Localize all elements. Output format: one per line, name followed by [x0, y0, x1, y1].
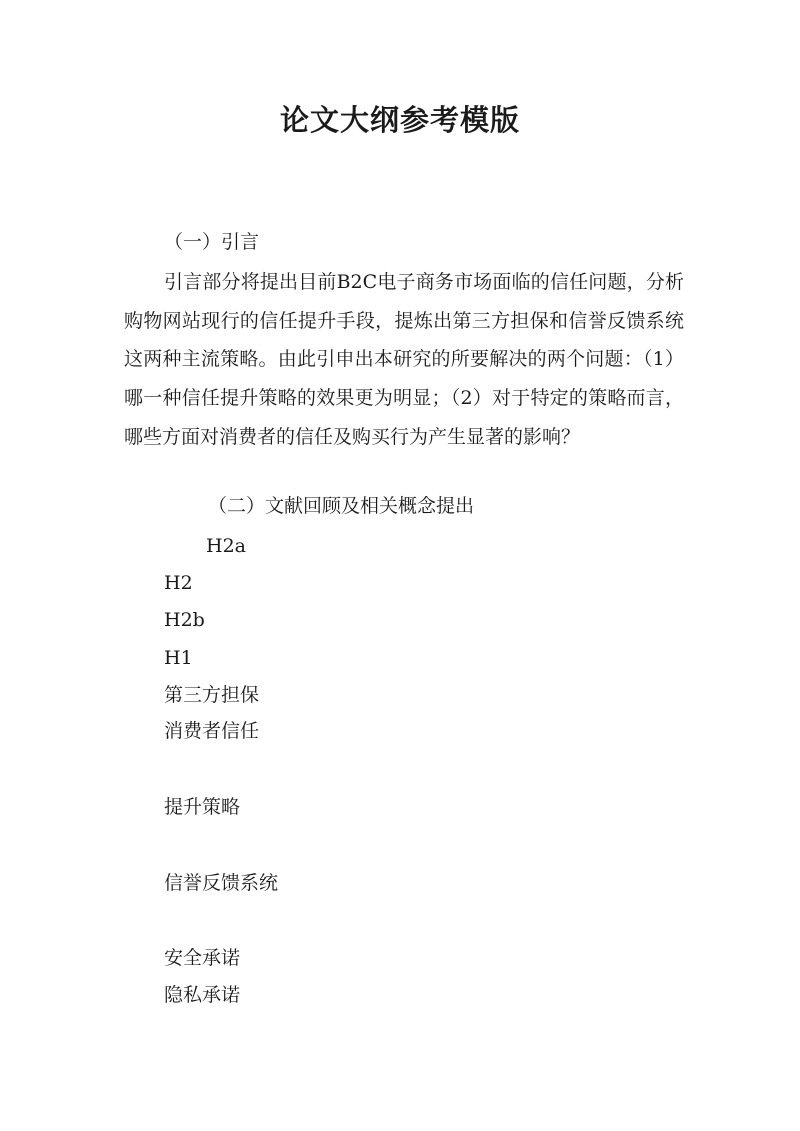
- concept-third-party-guarantee: 第三方担保: [164, 684, 260, 706]
- section1-paragraph: 引言部分将提出目前B2C电子商务市场面临的信任问题，分析购物网站现行的信任提升手段，提炼出第三方担保和信誉反馈系统这两种主流策略。由此引申出本研究的所要解决的两个问题：（1）哪一种信任提升策略的效果更为明显；（2）对于特定的策略而言，哪些方面对消费者的信任及购买行为产生显著的影响？: [124, 271, 684, 448]
- hypothesis-h2b: H2b: [164, 609, 205, 631]
- concept-privacy-commitment: 隐私承诺: [164, 984, 241, 1006]
- hypothesis-h2a: H2a: [206, 535, 246, 557]
- hypothesis-h1: H1: [164, 647, 193, 669]
- page-title: 论文大纲参考模版: [279, 103, 520, 137]
- concept-consumer-trust: 消费者信任: [164, 720, 260, 742]
- hypothesis-h2: H2: [164, 572, 193, 594]
- concept-reputation-feedback-system: 信誉反馈系统: [164, 872, 279, 894]
- concept-security-commitment: 安全承诺: [164, 947, 241, 969]
- section2-heading: （二）文献回顾及相关概念提出: [208, 495, 475, 517]
- section1-heading: （一）引言: [164, 231, 260, 253]
- concept-enhancement-strategy: 提升策略: [164, 796, 241, 818]
